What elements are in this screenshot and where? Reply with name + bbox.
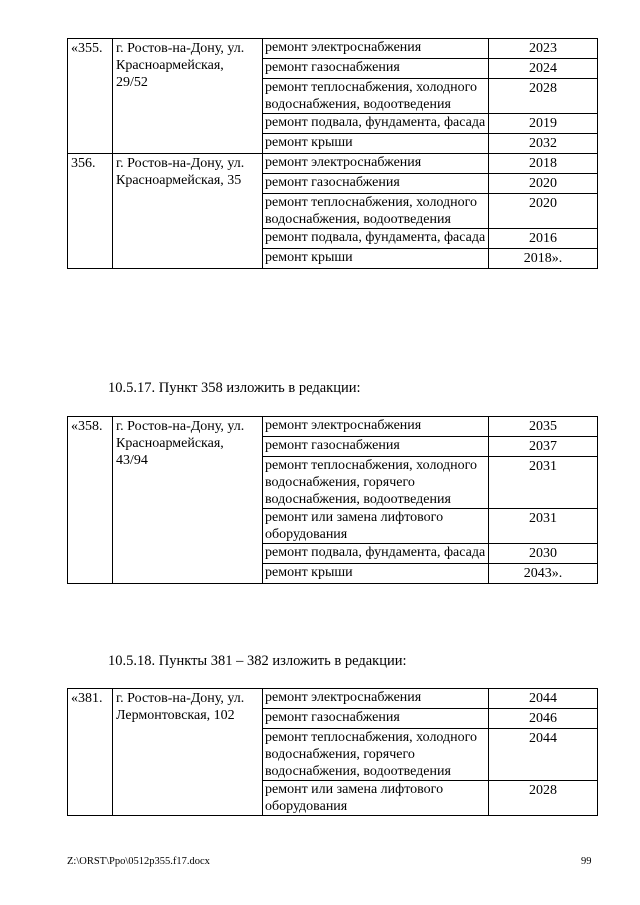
- work-type: ремонт подвала, фундамента, фасада: [263, 114, 489, 134]
- work-type: ремонт газоснабжения: [263, 59, 489, 79]
- item-number: «358.: [68, 417, 113, 584]
- work-type: ремонт газоснабжения: [263, 709, 489, 729]
- address: г. Ростов-на-Дону, ул. Красноармейская, 29/52: [113, 39, 263, 154]
- item-number: 356.: [68, 154, 113, 269]
- work-type: ремонт электроснабжения: [263, 39, 489, 59]
- work-year: 2030: [489, 544, 598, 564]
- work-year: 2044: [489, 729, 598, 781]
- work-type: ремонт или замена лифтового оборудования: [263, 781, 489, 816]
- work-type: ремонт теплоснабжения, холодного водоснабжения, водоотведения: [263, 79, 489, 114]
- work-year: 2035: [489, 417, 598, 437]
- work-type: ремонт теплоснабжения, холодного водоснабжения, водоотведения: [263, 194, 489, 229]
- work-year: 2024: [489, 59, 598, 79]
- address: г. Ростов-на-Дону, ул. Красноармейская, 35: [113, 154, 263, 269]
- work-year: 2019: [489, 114, 598, 134]
- table-row: [68, 689, 598, 709]
- work-year: 2043».: [489, 564, 598, 584]
- item-number: «381.: [68, 689, 113, 816]
- work-year: 2028: [489, 781, 598, 816]
- amendment-paragraph: 10.5.17. Пункт 358 изложить в редакции:: [108, 380, 361, 396]
- work-type: ремонт подвала, фундамента, фасада: [263, 229, 489, 249]
- work-type: ремонт электроснабжения: [263, 154, 489, 174]
- work-type: ремонт крыши: [263, 134, 489, 154]
- work-year: 2016: [489, 229, 598, 249]
- item-number: «355.: [68, 39, 113, 154]
- work-type: ремонт теплоснабжения, холодного водоснабжения, горячего водоснабжения, водоотведения: [263, 729, 489, 781]
- address: г. Ростов-на-Дону, ул. Лермонтовская, 102: [113, 689, 263, 816]
- repair-table-358: [67, 416, 598, 584]
- work-year: 2018».: [489, 249, 598, 269]
- table-row: [68, 39, 598, 59]
- work-type: ремонт электроснабжения: [263, 689, 489, 709]
- footer-file-path: Z:\ORST\Ppo\0512p355.f17.docx: [67, 856, 210, 867]
- work-year: 2031: [489, 509, 598, 544]
- repair-table-381: [67, 688, 598, 816]
- work-type: ремонт газоснабжения: [263, 174, 489, 194]
- work-year: 2018: [489, 154, 598, 174]
- work-type: ремонт газоснабжения: [263, 437, 489, 457]
- work-year: 2020: [489, 174, 598, 194]
- work-type: ремонт или замена лифтового оборудования: [263, 509, 489, 544]
- page-number: 99: [581, 856, 592, 867]
- work-type: ремонт крыши: [263, 249, 489, 269]
- table-row: [68, 417, 598, 437]
- repair-table-355-356: [67, 38, 598, 269]
- work-year: 2037: [489, 437, 598, 457]
- work-type: ремонт подвала, фундамента, фасада: [263, 544, 489, 564]
- work-year: 2032: [489, 134, 598, 154]
- work-year: 2023: [489, 39, 598, 59]
- work-type: ремонт теплоснабжения, холодного водоснабжения, горячего водоснабжения, водоотведения: [263, 457, 489, 509]
- table-row: [68, 154, 598, 174]
- address: г. Ростов-на-Дону, ул. Красноармейская, 43/94: [113, 417, 263, 584]
- work-year: 2020: [489, 194, 598, 229]
- work-year: 2046: [489, 709, 598, 729]
- work-type: ремонт крыши: [263, 564, 489, 584]
- work-year: 2028: [489, 79, 598, 114]
- work-year: 2044: [489, 689, 598, 709]
- amendment-paragraph: 10.5.18. Пункты 381 – 382 изложить в редакции:: [108, 653, 407, 669]
- work-year: 2031: [489, 457, 598, 509]
- work-type: ремонт электроснабжения: [263, 417, 489, 437]
